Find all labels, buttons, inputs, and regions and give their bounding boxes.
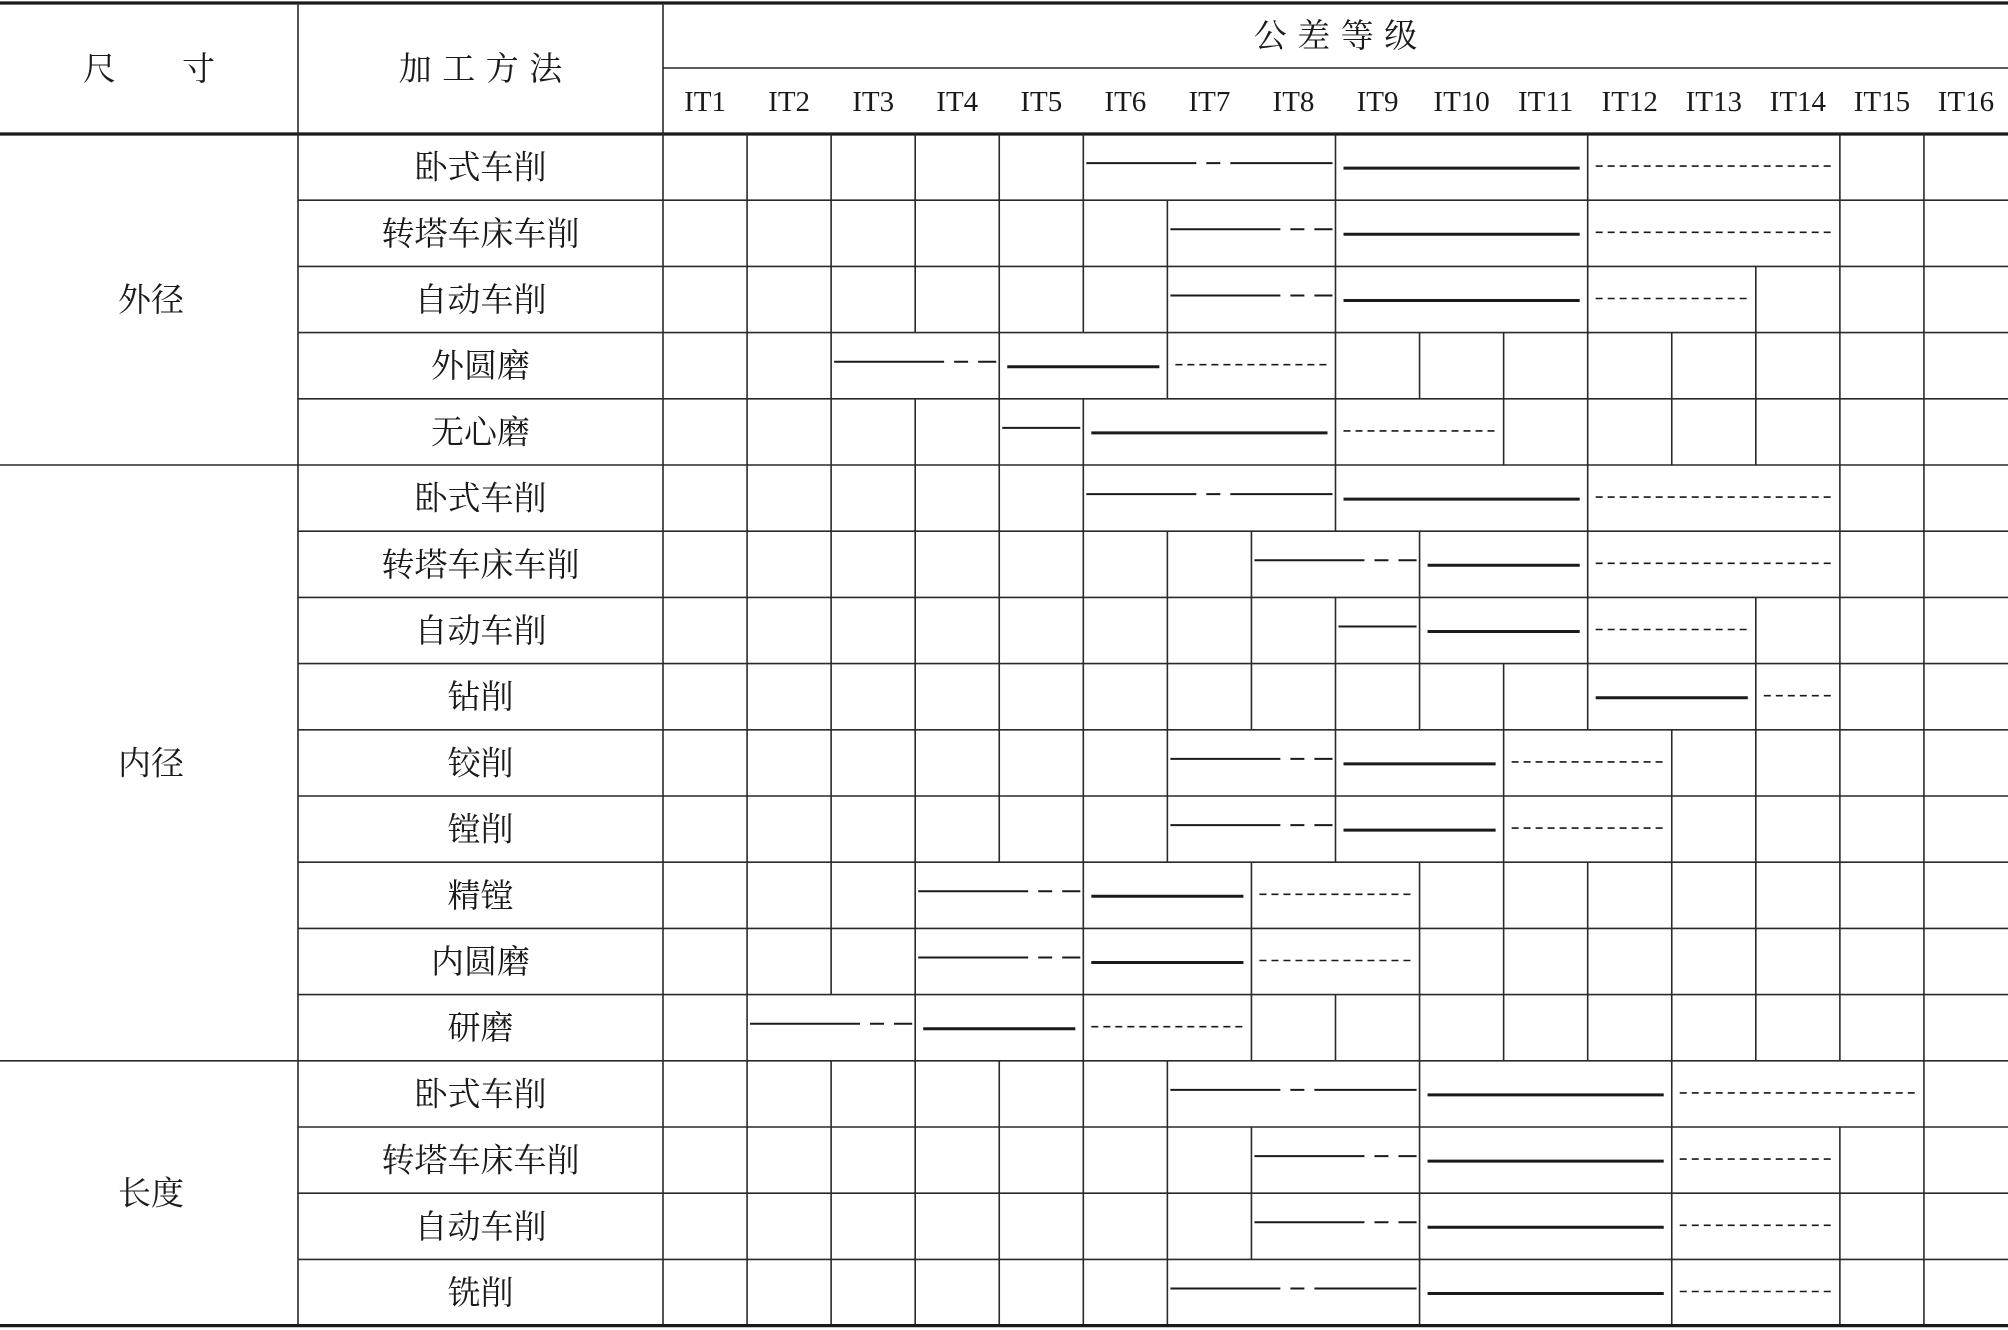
header-dimension: 尺 寸 [83,49,215,88]
grade-header-it2: IT2 [768,86,811,118]
method-label: 自动车削 [414,611,547,650]
grade-header-it10: IT10 [1433,86,1490,118]
method-label: 无心磨 [431,412,530,452]
grade-header-it13: IT13 [1685,86,1742,118]
grade-header-it12: IT12 [1601,86,1658,118]
grade-header-it14: IT14 [1769,86,1827,118]
grade-header-it6: IT6 [1104,86,1147,118]
grade-header-it4: IT4 [936,86,979,118]
method-label: 自动车削 [414,1206,547,1246]
method-label: 外圆磨 [431,346,530,386]
group-label: 长度 [118,1173,184,1213]
header-tolerance-grade: 公 差 等 级 [1253,16,1418,55]
method-label: 转塔车床车削 [381,544,580,584]
method-label: 铣削 [447,1273,514,1312]
grade-header-it15: IT15 [1853,86,1911,118]
grade-header-it1: IT1 [684,86,726,118]
grade-header-it8: IT8 [1272,86,1315,118]
method-label: 镗削 [447,809,514,849]
method-label: 铰削 [447,743,514,783]
method-label: 转塔车床车削 [381,1140,580,1180]
grade-header-it5: IT5 [1020,86,1063,118]
grade-header-it16: IT16 [1937,86,1995,118]
method-label: 卧式车削 [414,147,547,187]
grade-header-it7: IT7 [1188,86,1231,118]
grade-header-it9: IT9 [1356,86,1399,118]
method-label: 研磨 [447,1008,514,1048]
method-label: 精镗 [447,875,514,915]
method-label: 卧式车削 [414,1074,547,1114]
method-label: 钻削 [447,677,514,717]
grade-header-it11: IT11 [1518,86,1574,118]
method-label: 卧式车削 [414,478,547,518]
header-method: 加 工 方 法 [398,49,563,88]
group-label: 外径 [118,280,184,319]
group-label: 内径 [118,743,184,783]
method-label: 自动车削 [414,280,547,319]
method-label: 转塔车床车削 [381,213,580,253]
method-label: 内圆磨 [431,942,530,981]
grade-header-it3: IT3 [852,86,895,118]
